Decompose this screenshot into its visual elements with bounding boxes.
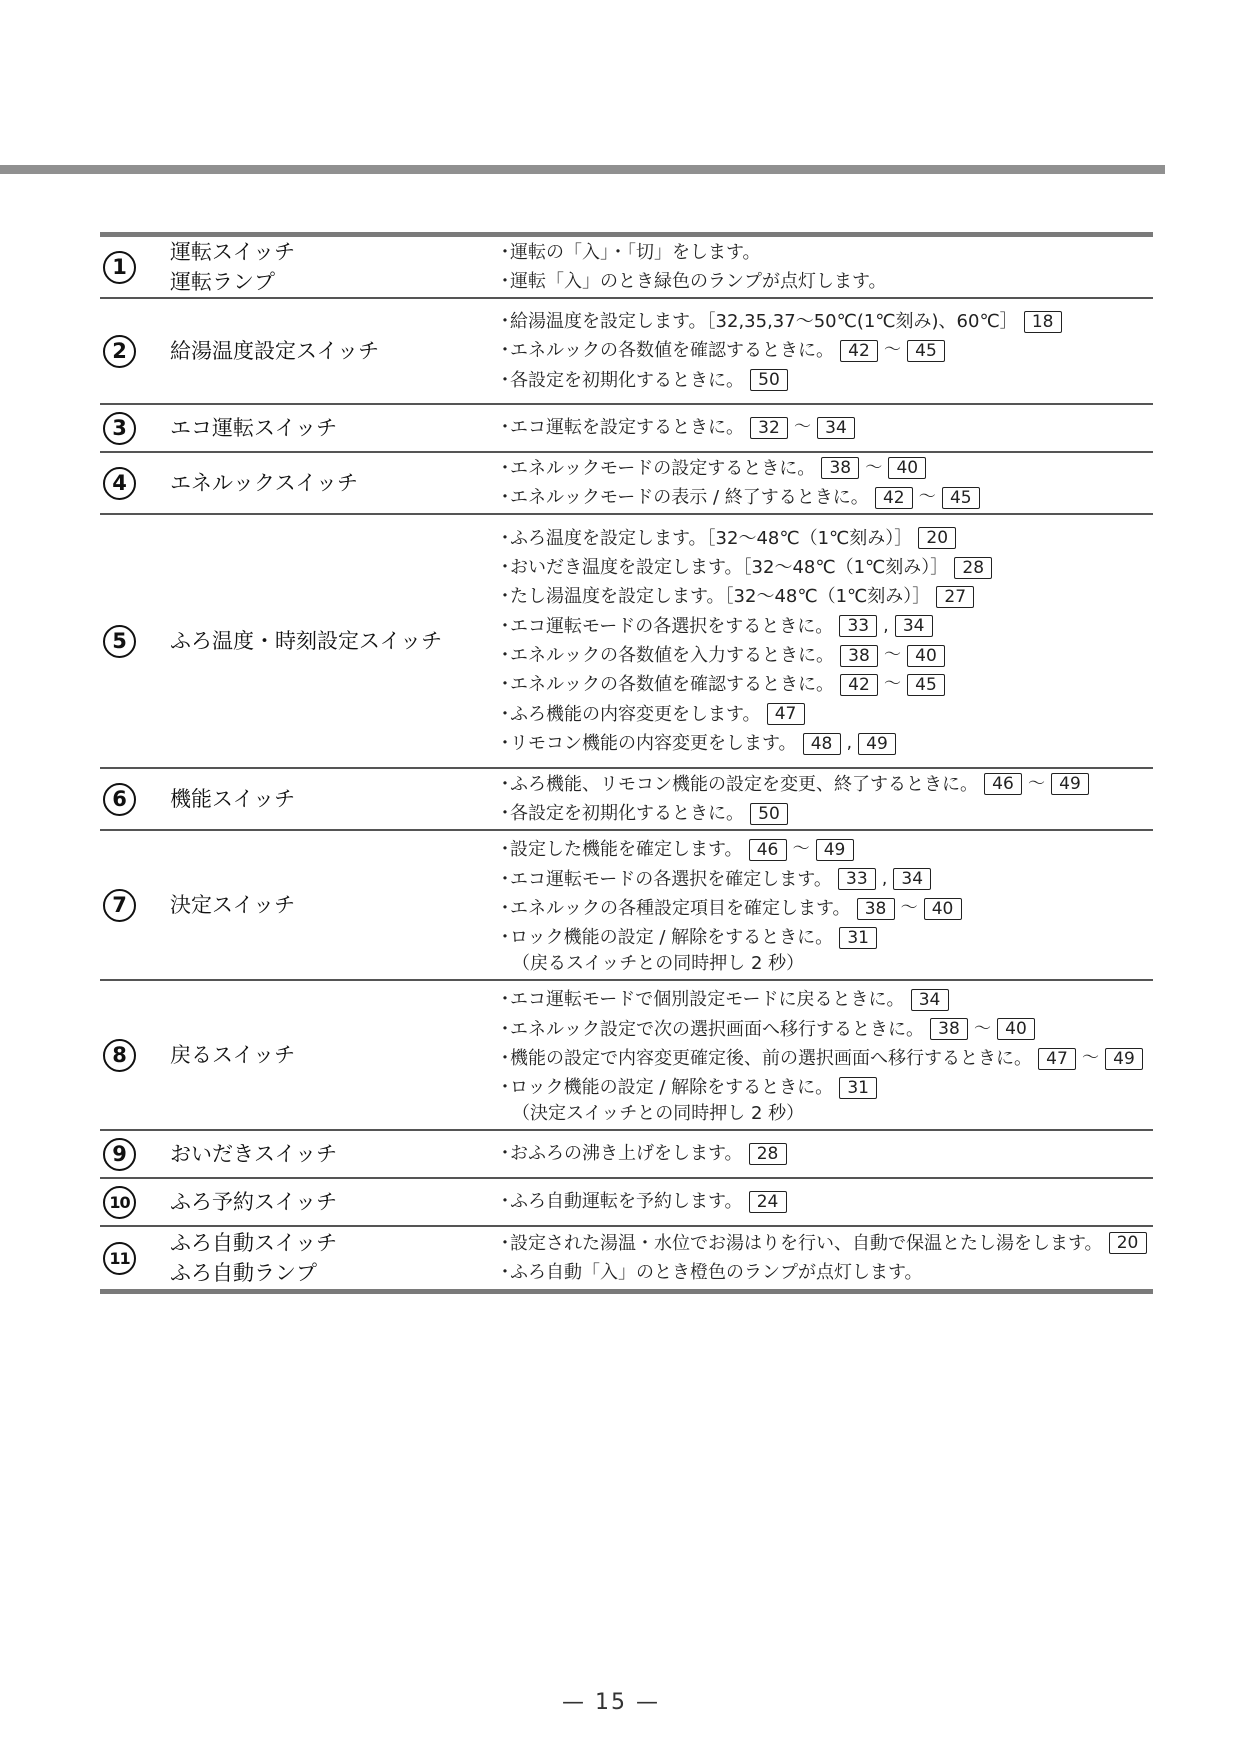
bullet: ・ [496,927,514,949]
description-text: 機能の設定で内容変更確定後、前の選択画面へ移行するときに。 [510,1048,1032,1069]
description-text: エネルック設定で次の選択画面へ移行するときに。 [510,1018,924,1040]
page-ref-icon[interactable]: 40 [924,898,962,920]
ref-separator: ～ [1082,1048,1099,1068]
description-text: ロック機能の設定 / 解除をするときに。 [510,927,834,949]
table-row [100,237,1153,297]
description-line [496,770,1089,799]
switch-name-line: エコ運転スイッチ [170,416,338,440]
description-text: エコ運転モードの各選択をするときに。 [510,615,834,637]
page-ref-icon[interactable]: 45 [942,487,980,509]
ref-separator: , [883,615,889,636]
page-ref-icon[interactable]: 27 [936,586,974,608]
page-ref-icon[interactable]: 49 [858,733,896,755]
page-ref-icon[interactable]: 24 [749,1191,787,1213]
bullet: ・ [496,417,514,439]
description-text: エネルックモードの表示 / 終了するときに。 [510,487,869,508]
description-text: 各設定を初期化するときに。 [510,369,744,391]
page-ref-icon[interactable]: 28 [749,1143,787,1165]
description-line [496,582,992,611]
bullet: ・ [496,369,514,391]
description-line [496,894,962,923]
bullet: ・ [496,989,514,1011]
page-ref-icon[interactable]: 33 [839,615,877,637]
switch-name-line: 給湯温度設定スイッチ [170,339,380,363]
page-ref-icon[interactable]: 47 [1038,1048,1076,1070]
page-ref-icon[interactable]: 45 [907,340,945,362]
page-ref-icon[interactable]: 40 [907,645,945,667]
page-ref-icon[interactable]: 34 [893,868,931,890]
bullet: ・ [496,615,514,637]
description-line [496,670,992,699]
description-line [496,865,962,894]
switch-description [496,454,980,513]
switch-name-line: ふろ自動ランプ [170,1261,317,1285]
bullet: ・ [496,732,514,754]
item-number: 11 [103,1242,136,1275]
item-number: 6 [103,783,136,816]
description-text: ふろ自動運転を予約します。 [510,1191,743,1213]
bullet: ・ [496,527,514,549]
description-line [496,1229,1147,1258]
ref-separator: ～ [884,645,901,665]
description-line [496,483,980,512]
bullet: ・ [496,898,514,919]
page-ref-icon[interactable]: 42 [840,674,878,696]
page-number: — 15 — [562,1690,660,1715]
description-text: エネルックモードの設定するときに。 [510,457,816,479]
bullet: ・ [496,1143,514,1165]
description-line [496,799,1089,828]
description-line [496,524,992,553]
switch-name [170,890,295,920]
switch-name [170,784,295,814]
page-ref-icon[interactable]: 32 [750,417,788,439]
ref-separator: ～ [884,340,901,361]
bullet: ・ [496,1018,514,1040]
description-text: 運転の「入」・「切」をします。 [510,241,761,263]
page-ref-icon[interactable]: 49 [816,839,854,861]
switch-name-line: おいだきスイッチ [170,1142,338,1166]
page-ref-icon[interactable]: 38 [821,457,859,479]
description-line [496,1044,1143,1073]
table-row [100,451,1153,513]
description-line [496,1187,787,1216]
description-text: ふろ機能の内容変更をします。 [510,703,761,725]
switch-name-line: 運転ランプ [170,270,275,294]
ref-separator: ～ [794,417,811,438]
item-number: 10 [103,1186,136,1219]
description-line [496,1015,1143,1044]
table-row [100,767,1153,829]
description-text: エコ運転を設定するときに。 [510,417,744,439]
item-number: 3 [103,412,136,445]
bullet: ・ [496,674,514,696]
page-ref-icon[interactable]: 48 [803,733,841,755]
description-line [496,336,1062,365]
ref-separator: ～ [918,487,936,507]
page-ref-icon[interactable]: 47 [767,703,805,725]
page-ref-icon[interactable]: 40 [888,457,926,479]
description-text: ふろ温度を設定します。［32～48℃（1℃刻み）］ [510,527,913,549]
bullet: ・ [496,1232,514,1254]
ref-separator: , [846,732,852,753]
page-ref-icon[interactable]: 46 [984,773,1022,795]
bullet: ・ [496,340,514,362]
page-ref-icon[interactable]: 40 [997,1018,1035,1040]
description-text: エネルックの各種設定項目を確定します。 [510,898,851,919]
switch-table [100,232,1153,1294]
switch-name-line: 機能スイッチ [170,787,296,811]
table-row [100,297,1153,403]
ref-separator: ～ [974,1018,991,1039]
description-line [496,553,992,582]
description-line [496,454,980,483]
description-text: たし湯温度を設定します。［32～48℃（1℃刻み）］ [510,586,931,608]
page-ref-icon[interactable]: 46 [749,839,787,861]
page-ref-icon[interactable]: 50 [750,369,788,391]
description-note: （決定スイッチとの同時押し 2 秒） [512,1102,805,1124]
switch-name-line: エネルックスイッチ [170,471,358,495]
table-row [100,979,1153,1129]
description-text: リモコン機能の内容変更をします。 [510,732,797,754]
bullet: ・ [496,1191,514,1213]
switch-description [496,524,992,758]
ref-separator: ～ [865,457,883,478]
ref-separator: ～ [1028,773,1045,794]
bullet: ・ [496,803,514,824]
description-text: おいだき温度を設定します。［32～48℃（1℃刻み）］ [510,557,949,579]
description-text: エネルックの各数値を確認するときに。 [510,340,834,362]
page-ref-icon[interactable]: 31 [839,1077,877,1099]
bullet: ・ [496,703,514,725]
bullet: ・ [496,271,514,292]
item-number: 7 [103,889,136,922]
switch-name-line: ふろ自動スイッチ [170,1231,338,1255]
item-number: 9 [103,1138,136,1171]
header-rule [0,165,1165,174]
item-number: 2 [103,335,136,368]
page-ref-icon[interactable]: 20 [918,527,956,549]
description-line [496,641,992,670]
description-line [496,1073,1143,1102]
switch-description [496,835,962,974]
switch-name [170,336,379,366]
description-line [496,267,887,296]
bullet: ・ [496,457,514,479]
description-line [496,307,1062,336]
ref-separator: , [881,868,888,889]
description-line [496,700,992,729]
switch-description [496,413,855,442]
description-text: 給湯温度を設定します。［32,35,37～50℃(1℃刻み)、60℃］ [510,311,1018,333]
switch-name-line: ふろ予約スイッチ [170,1190,338,1214]
bullet: ・ [496,1262,514,1283]
description-line [496,729,992,758]
page-ref-icon[interactable]: 49 [1051,773,1089,795]
description-text: エネルックの各数値を入力するときに。 [510,645,834,666]
page-ref-icon[interactable]: 34 [817,417,855,439]
description-line [496,985,1143,1014]
switch-description [496,770,1089,829]
bullet: ・ [496,557,514,579]
switch-name [170,237,295,297]
description-line [496,238,887,267]
page-ref-icon[interactable]: 28 [954,557,992,579]
description-text: ロック機能の設定 / 解除をするときに。 [510,1077,834,1099]
description-line [496,923,962,952]
switch-description [496,1229,1147,1288]
description-text: エコ運転モードで個別設定モードに戻るときに。 [510,989,905,1011]
description-line [496,366,1062,395]
switch-name [170,413,337,443]
description-text: ふろ機能、リモコン機能の設定を変更、終了するときに。 [510,773,978,795]
item-number: 4 [103,467,136,500]
switch-description [496,1187,787,1216]
table-row [100,1177,1153,1225]
item-number: 5 [103,625,136,658]
switch-name [170,468,358,498]
switch-name [170,1040,295,1070]
ref-separator: ～ [792,839,810,860]
page-ref-icon[interactable]: 34 [895,615,933,637]
item-number: 1 [103,251,136,284]
page-ref-icon[interactable]: 42 [840,340,878,362]
bullet: ・ [496,645,514,666]
bullet: ・ [496,1077,514,1099]
description-text: エコ運転モードの各選択を確定します。 [510,868,832,890]
description-text: 設定した機能を確定します。 [510,839,743,861]
switch-name [170,1187,337,1217]
bullet: ・ [496,311,514,333]
switch-name-line: 決定スイッチ [170,893,296,917]
page-ref-icon[interactable]: 45 [907,674,945,696]
description-line [496,1258,1147,1287]
switch-description [496,985,1143,1124]
bullet: ・ [496,487,514,508]
page-ref-icon[interactable]: 49 [1105,1048,1143,1070]
switch-name-line: ふろ温度・時刻設定スイッチ [170,629,443,653]
switch-name [170,1139,337,1169]
description-text: 運転「入」のとき緑色のランプが点灯します。 [510,271,887,292]
page-ref-icon[interactable]: 38 [857,898,895,920]
switch-name [170,626,442,656]
description-line [496,612,992,641]
ref-separator: ～ [884,674,901,695]
table-row [100,513,1153,767]
page-ref-icon[interactable]: 34 [911,989,949,1011]
switch-description [496,307,1062,395]
switch-description [496,1139,787,1168]
page-ref-icon[interactable]: 31 [839,927,877,949]
bullet: ・ [496,1048,514,1069]
switch-description [496,238,887,297]
switch-name-line: 戻るスイッチ [170,1043,296,1067]
description-line [496,413,855,442]
page-ref-icon[interactable]: 33 [838,868,876,890]
page-ref-icon[interactable]: 50 [750,803,788,825]
page-ref-icon[interactable]: 38 [930,1018,968,1040]
description-text: 各設定を初期化するときに。 [510,803,744,824]
description-text: おふろの沸き上げをします。 [510,1143,743,1165]
table-row [100,1225,1153,1289]
table-row [100,1129,1153,1177]
page-ref-icon[interactable]: 18 [1024,311,1062,333]
switch-name [170,1228,337,1288]
description-line [496,1139,787,1168]
bullet: ・ [496,586,514,608]
bullet: ・ [496,241,514,263]
bullet: ・ [496,868,514,890]
item-number: 8 [103,1039,136,1072]
page-ref-icon[interactable]: 20 [1109,1232,1147,1254]
description-text: エネルックの各数値を確認するときに。 [510,674,834,696]
page-ref-icon[interactable]: 38 [840,645,878,667]
bullet: ・ [496,839,514,861]
ref-separator: ～ [900,898,918,918]
table-row [100,403,1153,451]
description-text: ふろ自動「入」のとき橙色のランプが点灯します。 [510,1262,923,1283]
bullet: ・ [496,773,514,795]
page-ref-icon[interactable]: 42 [875,487,913,509]
description-note: （戻るスイッチとの同時押し 2 秒） [512,952,805,974]
description-text: 設定された湯温・水位でお湯はりを行い、自動で保温とたし湯をします。 [510,1232,1103,1254]
table-row [100,829,1153,979]
switch-name-line: 運転スイッチ [170,240,296,264]
description-line [496,835,962,864]
